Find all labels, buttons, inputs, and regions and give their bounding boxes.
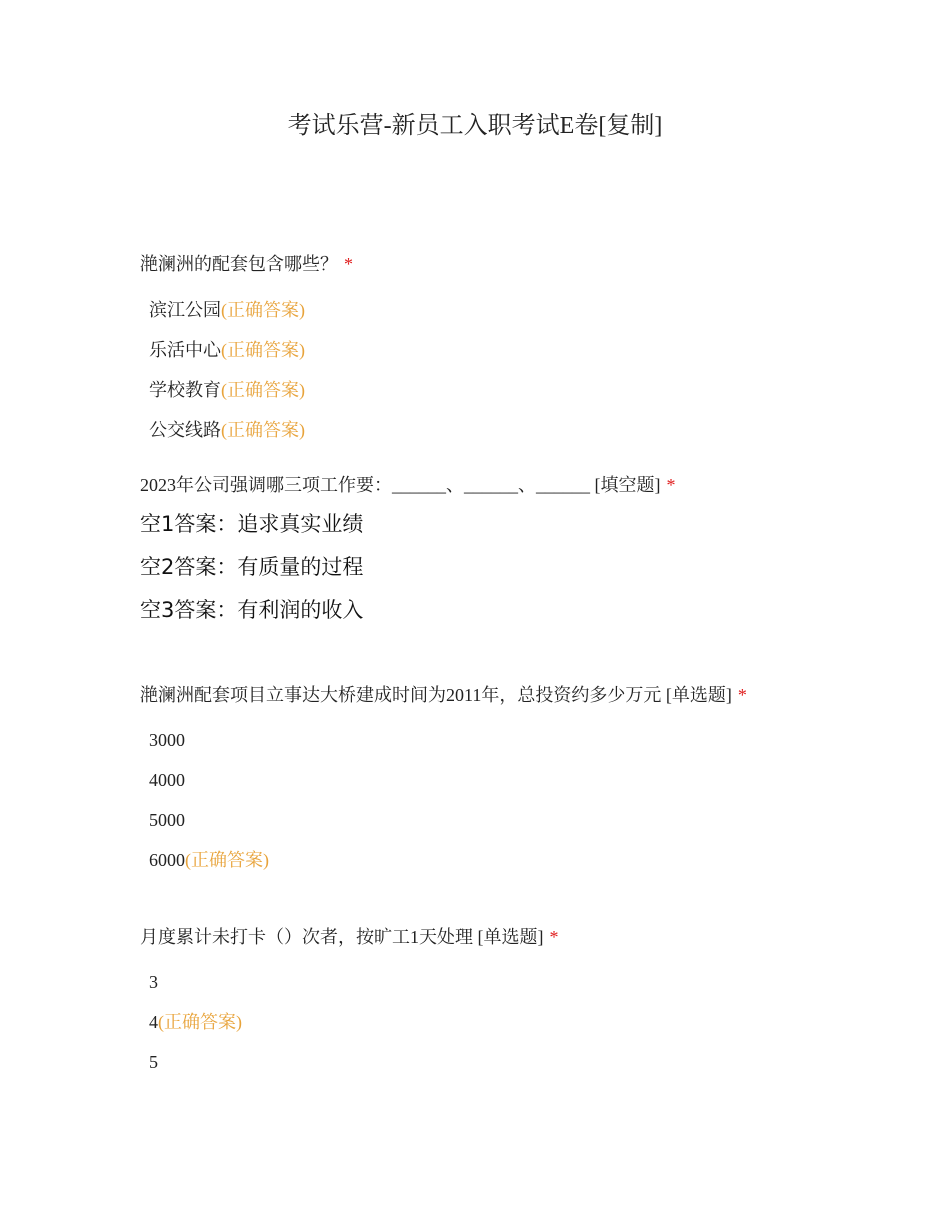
option-text: 4 [149,1012,158,1032]
question-1-option-2 [149,337,305,363]
question-3-option-4 [149,847,269,873]
question-4-text: 月度累计未打卡（）次者，按旷工1天处理 [单选题] [140,927,544,947]
option-text: 滨江公园 [149,300,221,320]
required-mark: * [737,685,747,705]
option-text: 3000 [149,730,185,750]
question-2 [140,472,676,498]
option-text: 3 [149,972,158,992]
required-mark: * [344,254,353,274]
question-1-option-1 [149,297,305,323]
correct-answer-label: (正确答案) [221,420,305,440]
question-3-option-2 [149,767,185,793]
required-mark: * [666,475,676,495]
question-3-option-3 [149,807,185,833]
option-text: 乐活中心 [149,340,221,360]
question-1-option-3 [149,377,305,403]
question-3-text: 滟澜洲配套项目立事达大桥建成时间为2011年，总投资约多少万元 [单选题] [140,685,732,705]
question-1 [140,251,353,277]
correct-answer-label: (正确答案) [221,300,305,320]
option-text: 5000 [149,810,185,830]
correct-answer-label: (正确答案) [158,1012,242,1032]
question-1-option-4 [149,417,305,443]
question-2-blank-3-answer: 空3答案：有利润的收入 [140,598,364,622]
question-4 [140,924,559,950]
option-text: 学校教育 [149,380,221,400]
question-3 [140,682,747,708]
option-text: 4000 [149,770,185,790]
question-4-option-1 [149,969,158,995]
option-text: 公交线路 [149,420,221,440]
correct-answer-label: (正确答案) [221,380,305,400]
option-text: 5 [149,1052,158,1072]
question-4-option-2 [149,1009,242,1035]
question-1-text: 滟澜洲的配套包含哪些？ [140,254,338,274]
correct-answer-label: (正确答案) [221,340,305,360]
page-title: 考试乐营-新员工入职考试E卷[复制] [287,113,663,139]
question-2-text: 2023年公司强调哪三项工作要：______、______、______ [填空题] [140,475,661,495]
question-4-option-3 [149,1049,158,1075]
option-text: 6000 [149,850,185,870]
question-3-option-1 [149,727,185,753]
question-2-blank-2-answer: 空2答案：有质量的过程 [140,555,364,579]
required-mark: * [549,927,559,947]
correct-answer-label: (正确答案) [185,850,269,870]
question-2-blank-1-answer: 空1答案：追求真实业绩 [140,512,364,536]
